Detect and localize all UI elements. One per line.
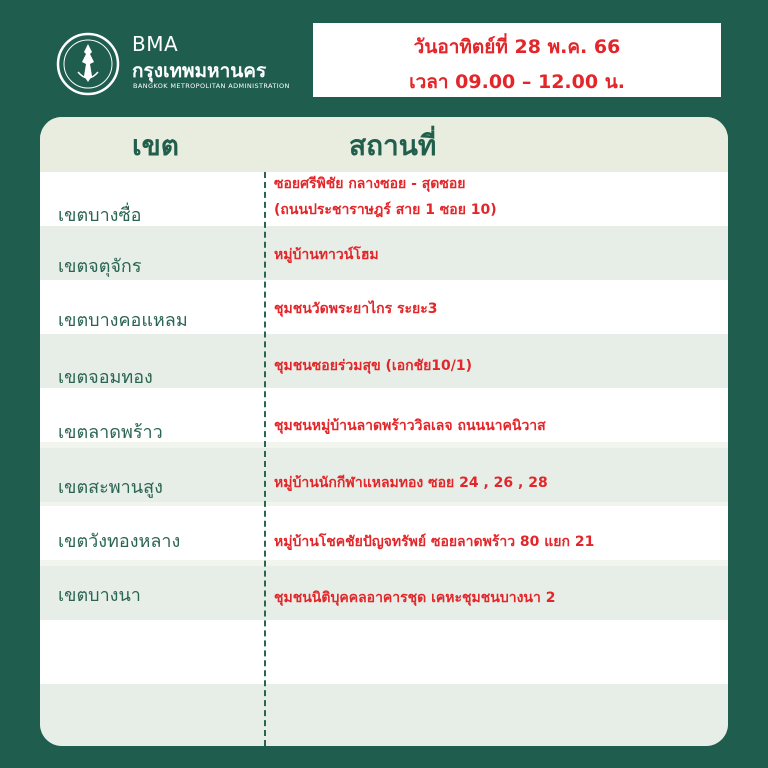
place-name: หมู่บ้านโชคชัยปัญจทรัพย์ ซอยลาดพร้าว 80 แยก 21 xyxy=(274,534,595,550)
table-row xyxy=(40,506,728,560)
table-row xyxy=(40,448,728,502)
place-name: ชุมชนซอยร่วมสุข (เอกชัย10/1) xyxy=(274,358,473,374)
district-name: เขตจอมทอง xyxy=(58,367,153,388)
column-divider xyxy=(264,172,266,746)
table-row xyxy=(40,226,728,280)
table-row xyxy=(40,566,728,620)
district-name: เขตจตุจักร xyxy=(58,256,142,277)
district-name: เขตบางซื่อ xyxy=(58,205,142,226)
district-name: เขตบางคอแหลม xyxy=(58,310,188,331)
column-header-place: สถานที่ xyxy=(349,129,437,162)
place-name: ซอยศรีพิชัย กลางซอย - สุดซอย xyxy=(274,176,466,192)
date-line: วันอาทิตย์ที่ 28 พ.ค. 66 xyxy=(413,36,621,58)
district-name: เขตสะพานสูง xyxy=(58,477,163,498)
place-name: หมู่บ้านนักกีฬาแหลมทอง ซอย 24 , 26 , 28 xyxy=(274,475,548,491)
logo-thai-text: กรุงเทพมหานคร xyxy=(132,60,267,82)
logo-english-text: BANGKOK METROPOLITAN ADMINISTRATION xyxy=(133,82,290,90)
place-name: ชุมชนวัดพระยาไกร ระยะ3 xyxy=(274,301,438,317)
column-header-district: เขต xyxy=(132,129,179,162)
place-name: หมู่บ้านทาวน์โฮม xyxy=(274,247,379,263)
district-name: เขตวังทองหลาง xyxy=(58,531,181,552)
table-row-empty xyxy=(40,620,728,684)
place-name: ชุมชนนิติบุคคลอาคารชุด เคหะชุมชนบางนา 2 xyxy=(274,590,556,606)
time-line: เวลา 09.00 – 12.00 น. xyxy=(409,71,625,93)
district-name: เขตลาดพร้าว xyxy=(58,422,163,443)
table-row xyxy=(40,280,728,334)
bma-seal-icon xyxy=(56,32,120,96)
logo-bma-text: BMA xyxy=(132,32,179,56)
table-row xyxy=(40,334,728,388)
table-row xyxy=(40,172,728,226)
place-name: ชุมชนหมู่บ้านลาดพร้าววิลเลจ ถนนนาคนิวาส xyxy=(274,418,546,434)
table-header xyxy=(40,117,728,172)
table-row-empty xyxy=(40,684,728,746)
district-name: เขตบางนา xyxy=(58,585,141,606)
table-row xyxy=(40,388,728,442)
bma-logo xyxy=(56,30,316,100)
schedule-table xyxy=(40,117,728,746)
place-name-line2: (ถนนประชาราษฎร์ สาย 1 ซอย 10) xyxy=(274,202,497,218)
date-time-box xyxy=(313,23,721,97)
